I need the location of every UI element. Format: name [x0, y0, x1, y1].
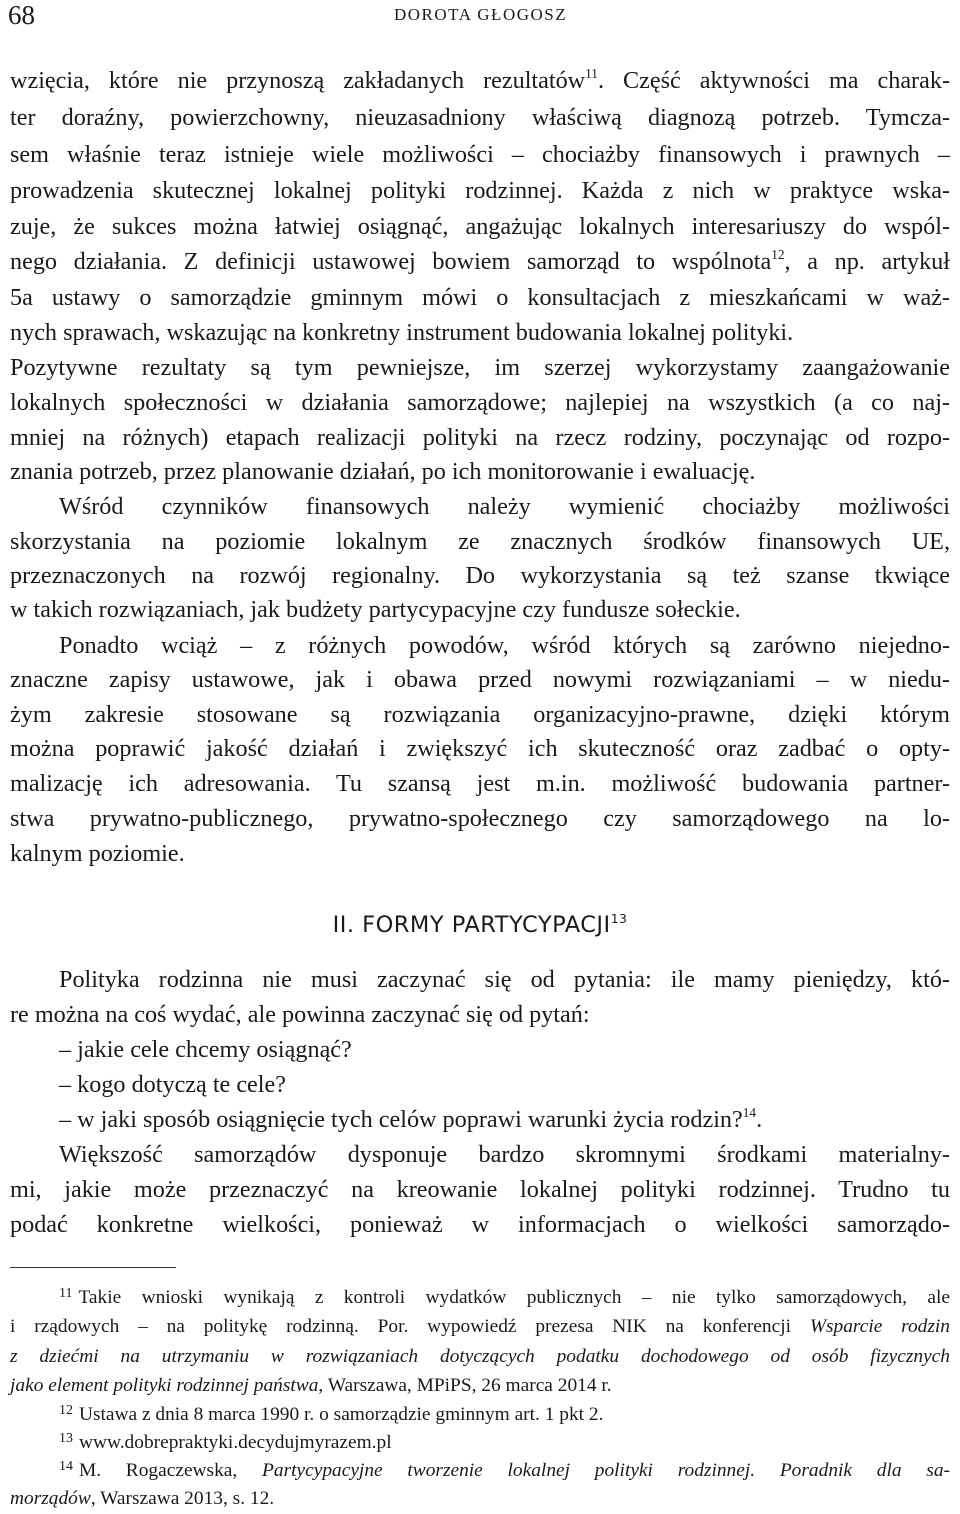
footnote-line: jako element polityki rodzinnej państwa, Warszawa, MPiPS, 26 marca 2014 r. [10, 1375, 612, 1396]
list-item: – w jaki sposób osiągnięcie tych celów poprawi warunki życia rodzin?$^{14}$. [59, 1105, 763, 1133]
body-line: Większość samorządów dysponuje bardzo skromnymi środkami materialny- [59, 1141, 950, 1168]
body-line: stwa prywatno-publicznego, prywatno-społecznego czy samorządowego na lo- [10, 805, 950, 832]
body-line: zuje, że sukces można łatwiej osiągnąć, angażując lokalnych interesariuszy do wspól- [10, 213, 950, 240]
list-item: – kogo dotyczą te cele? [59, 1071, 286, 1098]
footnote-line: z dziećmi na utrzymaniu w rozwiązaniach dotyczących podatku dochodowego od osób fizycznych [10, 1346, 950, 1367]
body-line: kalnym poziomie. [10, 840, 185, 867]
body-line: sem właśnie teraz istnieje wiele możliwości – chociażby finansowych i prawnych – [10, 141, 950, 168]
body-line: wzięcia, które nie przynoszą zakładanych rezultatów$^{11}$. Część aktywności ma charak- [10, 66, 950, 94]
body-line: przeznaczonych na rozwój regionalny. Do wykorzystania są też szanse tkwiące [10, 562, 950, 589]
footnote-number: 13 [59, 1430, 73, 1446]
page-header [8, 0, 952, 30]
body-line: nych sprawach, wskazując na konkretny instrument budowania lokalnej polityki. [10, 319, 794, 346]
footnote-ref[interactable]: 12 [771, 247, 785, 263]
body-line: Pozytywne rezultaty są tym pewniejsze, im szerzej wykorzystamy zaangażowanie [10, 354, 950, 381]
footnote-ref[interactable]: 14 [742, 1105, 757, 1121]
body-line: Polityka rodzinna nie musi zaczynać się od pytania: ile mamy pieniędzy, któ- [59, 966, 950, 993]
body-line: lokalnych społeczności w działania samorządowe; najlepiej na wszystkich (a co naj- [10, 389, 950, 416]
body-line: znaczne zapisy ustawowe, jak i obawa przed nowymi rozwiązaniami – w niedu- [10, 666, 950, 693]
body-line: Ponadto wciąż – z różnych powodów, wśród których są zarówno niejedno- [59, 632, 950, 659]
body-line: mi, jakie może przeznaczyć na kreowanie lokalnej polityki rodzinnej. Trudno tu [10, 1176, 950, 1203]
footnote-ref[interactable]: 13 [610, 911, 628, 926]
list-item: – jakie cele chcemy osiągnąć? [59, 1036, 352, 1063]
footnote-line: morządów, Warszawa 2013, s. 12. [10, 1488, 275, 1509]
footnote: $^{12}$ Ustawa z dnia 8 marca 1990 r. o samorządzie gminnym art. 1 pkt 2. [59, 1402, 604, 1425]
body-line: żym zakresie stosowane są rozwiązania organizacyjno-prawne, dzięki którym [10, 701, 950, 728]
body-line: podać konkretne wielkości, ponieważ w informacjach o wielkości samorządo- [10, 1211, 950, 1238]
body-line: Wśród czynników finansowych należy wymienić chociażby możliwości [59, 493, 950, 520]
body-line: re można na coś wydać, ale powinna zaczynać się od pytań: [10, 1001, 590, 1028]
footnote-number: 14 [59, 1458, 73, 1474]
body-line: ter doraźny, powierzchowny, nieuzasadniony właściwą diagnozą potrzeb. Tymcza- [10, 104, 950, 131]
body-line: w takich rozwiązaniach, jak budżety partycypacyjne czy fundusze sołeckie. [10, 596, 741, 623]
body-line: skorzystania na poziomie lokalnym ze znacznych środków finansowych UE, [10, 528, 950, 555]
footnote-line: i rządowych – na politykę rodzinną. Por. wypowiedź prezesa NIK na konferencji Wsparcie rodzin [10, 1316, 950, 1337]
footnote-number: 12 [59, 1402, 73, 1418]
body-line: mniej na różnych) etapach realizacji polityki na rzecz rodziny, poczynając od rozpo- [10, 424, 950, 451]
body-line: można poprawić jakość działań i zwiększyć ich skuteczność oraz zadbać o opty- [10, 735, 950, 762]
footnote-ref[interactable]: 11 [585, 66, 598, 82]
footnote [59, 1430, 950, 1456]
body-line: 5a ustawy o samorządzie gminnym mówi o konsultacjach z mieszkańcami w waż- [10, 284, 950, 311]
body-line: znania potrzeb, przez planowanie działań, po ich monitorowanie i ewaluację. [10, 458, 756, 485]
footnote: $^{11}$ Takie wnioski wynikają z kontroli wydatków publicznych – nie tylko samorządowych, ale [59, 1285, 950, 1308]
body-line: malizację ich adresowania. Tu szansą jest m.in. możliwość budowania partner- [10, 770, 950, 797]
footnote: $^{14}$ M. Rogaczewska, Partycypacyjne tworzenie lokalnej polityki rodzinnej. Poradnik dla sa- [59, 1458, 951, 1481]
footnote-number: 11 [59, 1285, 73, 1301]
page-number: 68 [8, 0, 35, 30]
running-head: DOROTA GŁOGOSZ [394, 5, 568, 24]
body-line: prowadzenia skutecznej lokalnej polityki rodzinnej. Każda z nich w praktyce wska- [10, 177, 950, 204]
section-heading: II. FORMY PARTYCYPACJI$^{13}$ [332, 911, 628, 938]
footnote-link[interactable]: www.dobrepraktyki.decydujmyrazem.pl [78, 1432, 392, 1453]
body-line: nego działania. Z definicji ustawowej bowiem samorząd to wspólnota$^{12}$, a np. artykuł [10, 247, 950, 275]
footnote-separator [10, 1267, 176, 1268]
